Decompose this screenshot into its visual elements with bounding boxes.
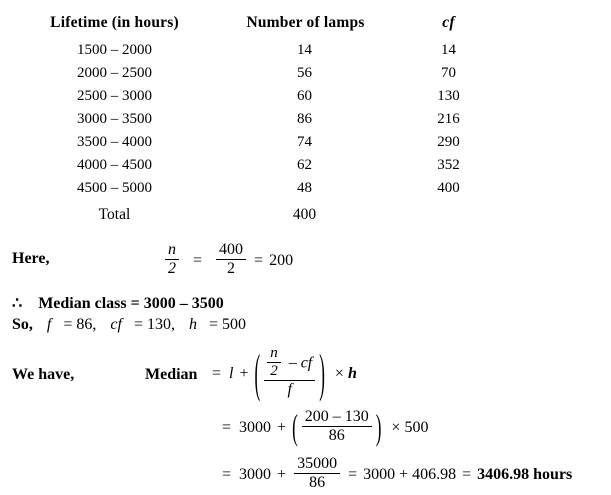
intermediate-sum: 3000 + 406.98 bbox=[363, 465, 457, 483]
median-class-text: Median class = 3000 – 3500 bbox=[38, 295, 224, 312]
fraction-denominator: f bbox=[287, 381, 292, 399]
table-header-lamps: Number of lamps bbox=[246, 13, 365, 31]
total-label: Total bbox=[98, 206, 131, 223]
l-value: 3000 bbox=[239, 465, 272, 483]
n-over-2-value: 200 bbox=[269, 251, 294, 269]
equals-sign: = bbox=[222, 465, 232, 483]
plus-sign: + bbox=[239, 364, 249, 382]
equals-sign: = bbox=[222, 418, 232, 436]
h-value: 500 bbox=[404, 418, 429, 436]
cell-cf: 130 bbox=[437, 88, 460, 104]
fraction-numerator: n bbox=[165, 242, 179, 260]
therefore-icon: ∴ bbox=[12, 295, 23, 312]
right-paren-icon: ) bbox=[375, 407, 382, 448]
frequency-distribution-table bbox=[16, 6, 499, 230]
equals-sign: = bbox=[212, 364, 222, 382]
equals-sign: = bbox=[254, 251, 264, 269]
right-paren-icon: ) bbox=[319, 344, 325, 404]
fraction-n-over-2 bbox=[165, 242, 179, 277]
times-sign: × bbox=[334, 364, 344, 382]
fraction-denominator: 2 bbox=[270, 362, 278, 379]
cell-cf: 70 bbox=[441, 65, 456, 81]
cell-lifetime: 4000 – 4500 bbox=[77, 157, 152, 173]
we-have-label: We have, bbox=[12, 366, 75, 383]
cell-cf: 14 bbox=[441, 42, 456, 58]
cell-cf: 352 bbox=[437, 157, 460, 173]
cell-lifetime: 2000 – 2500 bbox=[77, 65, 152, 81]
median-formula bbox=[212, 344, 357, 404]
cell-lamps: 60 bbox=[297, 88, 312, 104]
l-symbol: l bbox=[229, 364, 234, 382]
table-row bbox=[16, 85, 499, 108]
times-sign: × bbox=[391, 418, 401, 436]
table-header-cf: cf bbox=[442, 13, 455, 31]
l-value: 3000 bbox=[239, 418, 272, 436]
plus-sign: + bbox=[277, 418, 287, 436]
total-cf bbox=[398, 200, 499, 230]
fraction-numerator: 200 – 130 bbox=[302, 409, 372, 427]
n-over-2-equation bbox=[165, 243, 293, 278]
equals-sign: = bbox=[193, 251, 203, 269]
left-paren-icon: ( bbox=[292, 407, 298, 448]
minus-cf-term: – cf bbox=[288, 354, 313, 372]
median-step-3 bbox=[222, 457, 572, 492]
median-formula-label bbox=[145, 366, 197, 384]
fraction-200-minus-130-over-86 bbox=[302, 409, 372, 444]
h-symbol: h bbox=[188, 316, 197, 333]
cell-cf: 216 bbox=[437, 111, 460, 127]
cell-lamps: 86 bbox=[297, 111, 312, 127]
cell-lamps: 56 bbox=[297, 65, 312, 81]
median-class-line bbox=[12, 293, 224, 313]
fraction-35000-over-86 bbox=[294, 456, 340, 491]
fraction-denominator: 86 bbox=[309, 473, 326, 491]
equals-sign: = bbox=[462, 465, 472, 483]
cell-lifetime: 1500 – 2000 bbox=[77, 42, 152, 58]
h-symbol: h bbox=[347, 364, 357, 382]
cell-cf: 400 bbox=[437, 180, 460, 196]
cell-lifetime: 3000 – 3500 bbox=[77, 111, 152, 127]
fraction-numerator: n bbox=[267, 346, 281, 363]
cell-lifetime: 2500 – 3000 bbox=[77, 88, 152, 104]
h-value: = 500 bbox=[208, 316, 246, 333]
f-symbol: f bbox=[46, 316, 52, 333]
so-prefix: So, bbox=[12, 316, 33, 333]
table-total-row bbox=[16, 200, 499, 230]
table-header-lifetime: Lifetime (in hours) bbox=[50, 13, 179, 31]
given-values-line bbox=[12, 316, 246, 334]
fraction-denominator: 86 bbox=[328, 426, 345, 444]
table-row bbox=[16, 131, 499, 154]
table-row bbox=[16, 39, 499, 62]
cell-cf: 290 bbox=[437, 134, 460, 150]
cell-lamps: 48 bbox=[297, 180, 312, 196]
here-label: Here, bbox=[12, 250, 50, 267]
table-row bbox=[16, 177, 499, 200]
inner-fraction-n-over-2 bbox=[267, 346, 281, 379]
fraction-denominator: 2 bbox=[227, 259, 236, 277]
cell-lamps: 14 bbox=[297, 42, 312, 58]
fraction-numerator: 35000 bbox=[294, 456, 340, 474]
fraction-denominator: 2 bbox=[168, 259, 176, 277]
total-lamps: 400 bbox=[292, 206, 317, 223]
compound-fraction bbox=[264, 347, 315, 399]
cell-lamps: 74 bbox=[297, 134, 312, 150]
cell-lifetime: 4500 – 5000 bbox=[77, 180, 152, 196]
equals-sign: = bbox=[348, 465, 358, 483]
table-row bbox=[16, 108, 499, 131]
cf-symbol: cf bbox=[110, 316, 122, 333]
table-row bbox=[16, 154, 499, 177]
median-step-2 bbox=[222, 407, 429, 448]
f-value: = 86, bbox=[63, 316, 97, 333]
table-header-row bbox=[16, 6, 499, 39]
cell-lamps: 62 bbox=[297, 157, 312, 173]
cf-value: = 130, bbox=[133, 316, 175, 333]
fraction-numerator: 400 bbox=[216, 242, 246, 260]
fraction-400-over-2 bbox=[216, 242, 246, 277]
median-word: Median bbox=[145, 366, 198, 383]
table-row bbox=[16, 62, 499, 85]
left-paren-icon: ( bbox=[254, 344, 261, 404]
final-answer: 3406.98 hours bbox=[477, 465, 573, 483]
fraction-numerator bbox=[264, 347, 315, 381]
cell-lifetime: 3500 – 4000 bbox=[77, 134, 152, 150]
plus-sign: + bbox=[277, 465, 287, 483]
